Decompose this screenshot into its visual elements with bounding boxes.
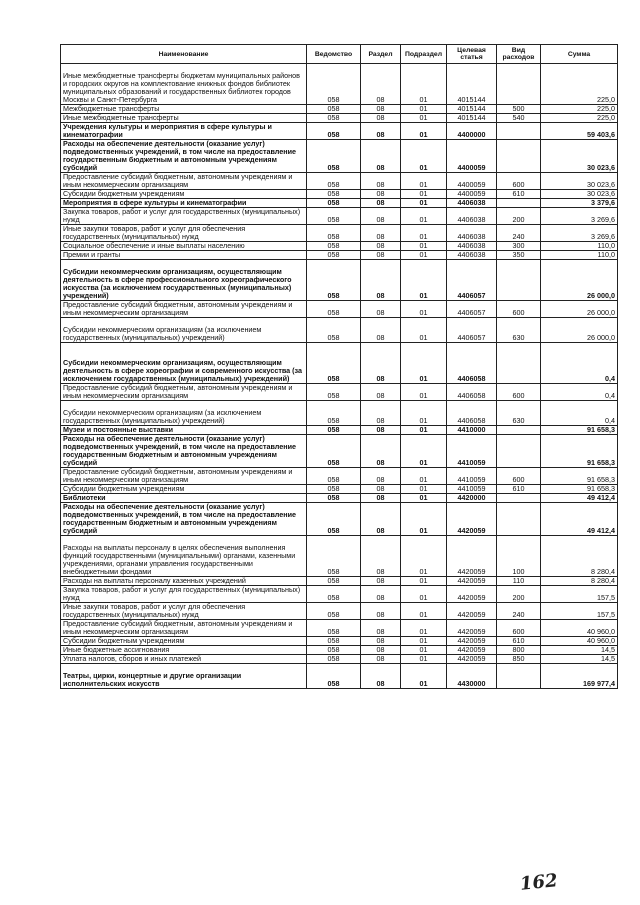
header-section: Раздел: [361, 45, 401, 64]
row-amount: 169 977,4: [541, 664, 618, 689]
table-header-row: [61, 45, 618, 64]
row-department: 058: [307, 301, 361, 318]
row-name: Предоставление субсидий бюджетным, автономным учреждениям и иным некоммерческим организациям: [61, 301, 307, 318]
row-department: 058: [307, 199, 361, 208]
row-amount: 30 023,6: [541, 140, 618, 173]
row-expense-type: 350: [497, 251, 541, 260]
row-expense-type: 300: [497, 242, 541, 251]
row-name: Расходы на выплаты персоналу казенных учреждений: [61, 577, 307, 586]
row-target-article: 4420059: [447, 637, 497, 646]
row-subsection: 01: [401, 435, 447, 468]
row-subsection: 01: [401, 199, 447, 208]
row-target-article: 4410059: [447, 435, 497, 468]
row-expense-type: 610: [497, 485, 541, 494]
table-row: [61, 468, 618, 485]
budget-sheet: [60, 44, 617, 689]
row-name: Закупка товаров, работ и услуг для государственных (муниципальных) нужд: [61, 208, 307, 225]
row-subsection: 01: [401, 637, 447, 646]
row-subsection: 01: [401, 468, 447, 485]
row-target-article: 4420059: [447, 536, 497, 577]
row-section: 08: [361, 384, 401, 401]
row-expense-type: 600: [497, 173, 541, 190]
row-subsection: 01: [401, 343, 447, 384]
row-department: 058: [307, 173, 361, 190]
row-department: 058: [307, 384, 361, 401]
row-department: 058: [307, 468, 361, 485]
row-amount: 26 000,0: [541, 301, 618, 318]
row-amount: 40 960,0: [541, 637, 618, 646]
budget-table: [60, 44, 618, 689]
row-expense-type: 610: [497, 190, 541, 199]
row-section: 08: [361, 494, 401, 503]
row-department: 058: [307, 208, 361, 225]
row-section: 08: [361, 586, 401, 603]
row-name: Предоставление субсидий бюджетным, автономным учреждениям и иным некоммерческим организациям: [61, 173, 307, 190]
table-row: [61, 251, 618, 260]
row-subsection: 01: [401, 318, 447, 343]
row-expense-type: [497, 123, 541, 140]
table-row: [61, 485, 618, 494]
row-department: 058: [307, 620, 361, 637]
row-department: 058: [307, 646, 361, 655]
table-row: [61, 586, 618, 603]
row-name: Межбюджетные трансферты: [61, 105, 307, 114]
row-expense-type: 600: [497, 301, 541, 318]
row-amount: 225,0: [541, 105, 618, 114]
row-expense-type: [497, 494, 541, 503]
row-amount: 0,4: [541, 343, 618, 384]
row-name: Расходы на обеспечение деятельности (оказание услуг) подведомственных учреждений, в том числе на предоставление государственным бюджетным и автономным учреждениям субсидий: [61, 435, 307, 468]
row-subsection: 01: [401, 208, 447, 225]
row-name: Закупка товаров, работ и услуг для государственных (муниципальных) нужд: [61, 586, 307, 603]
row-subsection: 01: [401, 536, 447, 577]
row-department: 058: [307, 251, 361, 260]
table-row: [61, 114, 618, 123]
row-subsection: 01: [401, 503, 447, 536]
table-row: [61, 603, 618, 620]
row-section: 08: [361, 64, 401, 105]
row-expense-type: [497, 64, 541, 105]
table-row: [61, 655, 618, 664]
row-section: 08: [361, 401, 401, 426]
row-name: Предоставление субсидий бюджетным, автономным учреждениям и иным некоммерческим организациям: [61, 468, 307, 485]
row-expense-type: 800: [497, 646, 541, 655]
row-target-article: 4420000: [447, 494, 497, 503]
row-subsection: 01: [401, 225, 447, 242]
row-subsection: 01: [401, 64, 447, 105]
table-row: [61, 637, 618, 646]
row-target-article: 4430000: [447, 664, 497, 689]
row-subsection: 01: [401, 123, 447, 140]
row-name: Уплата налогов, сборов и иных платежей: [61, 655, 307, 664]
row-name: Расходы на обеспечение деятельности (оказание услуг) подведомственных учреждений, в том числе на предоставление государственным бюджетным и автономным учреждениям субсидий: [61, 140, 307, 173]
row-section: 08: [361, 646, 401, 655]
row-amount: 0,4: [541, 401, 618, 426]
row-department: 058: [307, 140, 361, 173]
table-body: [61, 64, 618, 689]
row-name: Субсидии некоммерческим организациям, осуществляющим деятельность в сфере хореографии и современного искусства (за исключением государственных (муниципальных) учреждений): [61, 343, 307, 384]
row-department: 058: [307, 64, 361, 105]
row-expense-type: 630: [497, 318, 541, 343]
row-section: 08: [361, 140, 401, 173]
row-subsection: 01: [401, 190, 447, 199]
row-subsection: 01: [401, 646, 447, 655]
row-amount: 3 269,6: [541, 225, 618, 242]
row-target-article: 4400059: [447, 140, 497, 173]
row-target-article: 4406038: [447, 225, 497, 242]
row-amount: 3 269,6: [541, 208, 618, 225]
table-row: [61, 343, 618, 384]
row-expense-type: [497, 435, 541, 468]
row-section: 08: [361, 485, 401, 494]
row-name: Библиотеки: [61, 494, 307, 503]
row-expense-type: 610: [497, 637, 541, 646]
row-department: 058: [307, 494, 361, 503]
row-expense-type: 600: [497, 384, 541, 401]
row-department: 058: [307, 190, 361, 199]
row-section: 08: [361, 123, 401, 140]
row-target-article: 4406038: [447, 199, 497, 208]
row-name: Иные бюджетные ассигнования: [61, 646, 307, 655]
table-row: [61, 123, 618, 140]
row-name: Предоставление субсидий бюджетным, автономным учреждениям и иным некоммерческим организациям: [61, 384, 307, 401]
row-section: 08: [361, 343, 401, 384]
row-expense-type: [497, 140, 541, 173]
row-amount: 8 280,4: [541, 536, 618, 577]
row-amount: 91 658,3: [541, 485, 618, 494]
row-expense-type: 200: [497, 208, 541, 225]
row-amount: 14,5: [541, 646, 618, 655]
row-department: 058: [307, 603, 361, 620]
row-target-article: 4406038: [447, 208, 497, 225]
row-name: Субсидии бюджетным учреждениям: [61, 637, 307, 646]
row-amount: 157,5: [541, 586, 618, 603]
table-row: [61, 536, 618, 577]
row-subsection: 01: [401, 494, 447, 503]
row-department: 058: [307, 536, 361, 577]
row-expense-type: 600: [497, 620, 541, 637]
row-target-article: 4410059: [447, 468, 497, 485]
row-expense-type: [497, 343, 541, 384]
row-department: 058: [307, 401, 361, 426]
row-amount: 40 960,0: [541, 620, 618, 637]
table-row: [61, 384, 618, 401]
table-row: [61, 318, 618, 343]
table-row: [61, 664, 618, 689]
row-section: 08: [361, 426, 401, 435]
header-amount: Сумма: [541, 45, 618, 64]
row-subsection: 01: [401, 655, 447, 664]
row-amount: 30 023,6: [541, 190, 618, 199]
row-expense-type: 110: [497, 577, 541, 586]
row-department: 058: [307, 242, 361, 251]
handwritten-page-number: 162: [519, 870, 559, 895]
row-amount: 3 379,6: [541, 199, 618, 208]
row-amount: 30 023,6: [541, 173, 618, 190]
row-target-article: 4406057: [447, 318, 497, 343]
row-expense-type: [497, 260, 541, 301]
row-target-article: 4015144: [447, 64, 497, 105]
row-amount: 91 658,3: [541, 468, 618, 485]
row-subsection: 01: [401, 173, 447, 190]
row-section: 08: [361, 199, 401, 208]
row-department: 058: [307, 503, 361, 536]
row-expense-type: 850: [497, 655, 541, 664]
row-target-article: 4400059: [447, 173, 497, 190]
row-department: 058: [307, 586, 361, 603]
row-name: Иные межбюджетные трансферты: [61, 114, 307, 123]
row-name: Иные межбюджетные трансферты бюджетам муниципальных районов и городских округов на комплектование книжных фондов библиотек муниципальных образований и государственных библиотек городов Москвы и Санкт-Петербурга: [61, 64, 307, 105]
row-target-article: 4420059: [447, 577, 497, 586]
row-section: 08: [361, 208, 401, 225]
row-expense-type: 630: [497, 401, 541, 426]
row-target-article: 4420059: [447, 603, 497, 620]
row-subsection: 01: [401, 664, 447, 689]
table-row: [61, 435, 618, 468]
table-row: [61, 199, 618, 208]
row-subsection: 01: [401, 251, 447, 260]
table-row: [61, 190, 618, 199]
row-target-article: 4015144: [447, 105, 497, 114]
row-target-article: 4406038: [447, 251, 497, 260]
row-target-article: 4400000: [447, 123, 497, 140]
row-section: 08: [361, 242, 401, 251]
row-target-article: 4420059: [447, 655, 497, 664]
row-subsection: 01: [401, 105, 447, 114]
row-section: 08: [361, 536, 401, 577]
row-subsection: 01: [401, 401, 447, 426]
table-row: [61, 225, 618, 242]
row-name: Субсидии некоммерческим организациям (за исключением государственных (муниципальных) учреждений): [61, 401, 307, 426]
table-row: [61, 646, 618, 655]
row-subsection: 01: [401, 301, 447, 318]
row-department: 058: [307, 577, 361, 586]
table-row: [61, 64, 618, 105]
row-department: 058: [307, 485, 361, 494]
row-section: 08: [361, 251, 401, 260]
row-amount: 91 658,3: [541, 435, 618, 468]
header-name: Наименование: [61, 45, 307, 64]
row-amount: 59 403,6: [541, 123, 618, 140]
row-name: Субсидии бюджетным учреждениям: [61, 190, 307, 199]
row-section: 08: [361, 603, 401, 620]
row-name: Субсидии некоммерческим организациям, осуществляющим деятельность в сфере профессионального хореографического искусства (за исключением государственных (муниципальных) учреждений): [61, 260, 307, 301]
row-amount: 110,0: [541, 242, 618, 251]
row-section: 08: [361, 637, 401, 646]
row-expense-type: 540: [497, 114, 541, 123]
row-target-article: 4420059: [447, 503, 497, 536]
row-name: Музеи и постоянные выставки: [61, 426, 307, 435]
table-row: [61, 503, 618, 536]
row-department: 058: [307, 426, 361, 435]
row-subsection: 01: [401, 426, 447, 435]
row-expense-type: [497, 503, 541, 536]
row-target-article: 4406058: [447, 401, 497, 426]
row-section: 08: [361, 225, 401, 242]
row-name: Премии и гранты: [61, 251, 307, 260]
row-name: Учреждения культуры и мероприятия в сфере культуры и кинематографии: [61, 123, 307, 140]
row-subsection: 01: [401, 620, 447, 637]
table-row: [61, 401, 618, 426]
row-section: 08: [361, 260, 401, 301]
row-department: 058: [307, 343, 361, 384]
row-target-article: 4400059: [447, 190, 497, 199]
table-row: [61, 494, 618, 503]
row-subsection: 01: [401, 384, 447, 401]
row-name: Предоставление субсидий бюджетным, автономным учреждениям и иным некоммерческим организациям: [61, 620, 307, 637]
header-department: Ведомство: [307, 45, 361, 64]
row-subsection: 01: [401, 242, 447, 251]
row-department: 058: [307, 318, 361, 343]
row-expense-type: 100: [497, 536, 541, 577]
table-row: [61, 577, 618, 586]
table-row: [61, 140, 618, 173]
row-section: 08: [361, 435, 401, 468]
row-section: 08: [361, 620, 401, 637]
row-amount: 49 412,4: [541, 494, 618, 503]
table-row: [61, 620, 618, 637]
row-section: 08: [361, 468, 401, 485]
row-department: 058: [307, 123, 361, 140]
row-target-article: 4406058: [447, 343, 497, 384]
header-target-article: Целевая статья: [447, 45, 497, 64]
row-subsection: 01: [401, 485, 447, 494]
row-amount: 14,5: [541, 655, 618, 664]
row-department: 058: [307, 664, 361, 689]
row-target-article: 4015144: [447, 114, 497, 123]
row-subsection: 01: [401, 140, 447, 173]
table-row: [61, 426, 618, 435]
row-name: Иные закупки товаров, работ и услуг для обеспечения государственных (муниципальных) нужд: [61, 603, 307, 620]
row-subsection: 01: [401, 260, 447, 301]
row-section: 08: [361, 114, 401, 123]
row-amount: 157,5: [541, 603, 618, 620]
row-target-article: 4406057: [447, 260, 497, 301]
row-amount: 0,4: [541, 384, 618, 401]
row-amount: 26 000,0: [541, 260, 618, 301]
row-name: Расходы на выплаты персоналу в целях обеспечения выполнения функций государственными (муниципальными) органами, казенными учреждениями, органами управления государственными внебюджетными фондами: [61, 536, 307, 577]
row-target-article: 4406038: [447, 242, 497, 251]
row-name: Субсидии бюджетным учреждениям: [61, 485, 307, 494]
row-expense-type: 600: [497, 468, 541, 485]
row-subsection: 01: [401, 577, 447, 586]
row-amount: 8 280,4: [541, 577, 618, 586]
row-name: Расходы на обеспечение деятельности (оказание услуг) подведомственных учреждений, в том числе на предоставление государственным бюджетным и автономным учреждениям субсидий: [61, 503, 307, 536]
row-target-article: 4420059: [447, 646, 497, 655]
row-department: 058: [307, 637, 361, 646]
table-row: [61, 173, 618, 190]
table-row: [61, 105, 618, 114]
row-section: 08: [361, 105, 401, 114]
row-subsection: 01: [401, 603, 447, 620]
row-department: 058: [307, 105, 361, 114]
table-row: [61, 208, 618, 225]
row-amount: 225,0: [541, 114, 618, 123]
row-name: Мероприятия в сфере культуры и кинематографии: [61, 199, 307, 208]
row-subsection: 01: [401, 586, 447, 603]
row-section: 08: [361, 664, 401, 689]
row-target-article: 4420059: [447, 620, 497, 637]
table-row: [61, 301, 618, 318]
row-section: 08: [361, 655, 401, 664]
row-section: 08: [361, 173, 401, 190]
row-department: 058: [307, 114, 361, 123]
row-department: 058: [307, 225, 361, 242]
row-expense-type: [497, 426, 541, 435]
row-department: 058: [307, 260, 361, 301]
row-target-article: 4420059: [447, 586, 497, 603]
row-expense-type: 500: [497, 105, 541, 114]
row-target-article: 4406058: [447, 384, 497, 401]
row-section: 08: [361, 503, 401, 536]
row-expense-type: 240: [497, 225, 541, 242]
table-row: [61, 242, 618, 251]
row-amount: 49 412,4: [541, 503, 618, 536]
row-amount: 110,0: [541, 251, 618, 260]
table-row: [61, 260, 618, 301]
row-amount: 225,0: [541, 64, 618, 105]
row-section: 08: [361, 577, 401, 586]
row-name: Социальное обеспечение и иные выплаты населению: [61, 242, 307, 251]
row-section: 08: [361, 318, 401, 343]
row-section: 08: [361, 301, 401, 318]
row-expense-type: 240: [497, 603, 541, 620]
header-subsection: Подраздел: [401, 45, 447, 64]
row-amount: 91 658,3: [541, 426, 618, 435]
row-target-article: 4410000: [447, 426, 497, 435]
row-department: 058: [307, 435, 361, 468]
row-amount: 26 000,0: [541, 318, 618, 343]
row-subsection: 01: [401, 114, 447, 123]
row-target-article: 4410059: [447, 485, 497, 494]
header-expense-type: Вид расходов: [497, 45, 541, 64]
row-name: Субсидии некоммерческим организациям (за исключением государственных (муниципальных) учреждений): [61, 318, 307, 343]
row-expense-type: 200: [497, 586, 541, 603]
row-name: Иные закупки товаров, работ и услуг для обеспечения государственных (муниципальных) нужд: [61, 225, 307, 242]
row-department: 058: [307, 655, 361, 664]
row-name: Театры, цирки, концертные и другие организации исполнительских искусств: [61, 664, 307, 689]
row-expense-type: [497, 199, 541, 208]
row-target-article: 4406057: [447, 301, 497, 318]
row-section: 08: [361, 190, 401, 199]
row-expense-type: [497, 664, 541, 689]
